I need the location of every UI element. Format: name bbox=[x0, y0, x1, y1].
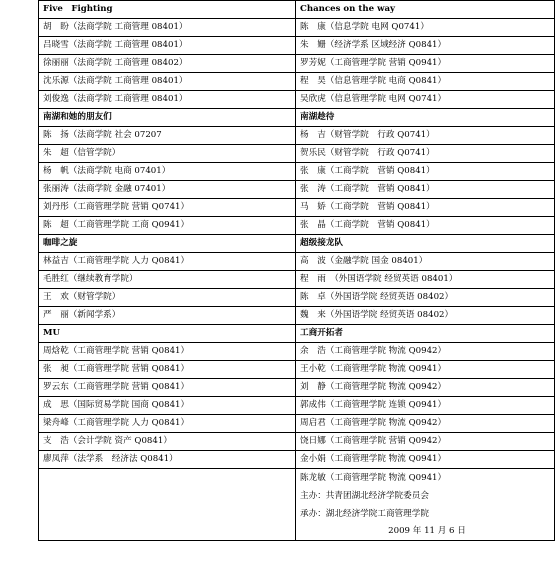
member-cell-right: 程 昊（信息管理学院 电商 Q0841） bbox=[296, 73, 555, 91]
member-cell-right: 高 波（金融学院 国金 08401） bbox=[296, 253, 555, 271]
team-name-right: Chances on the way bbox=[296, 1, 555, 19]
member-row bbox=[39, 73, 555, 91]
member-cell-left: 廖凤萍（法学系 经济法 Q0841） bbox=[39, 451, 296, 469]
member-row bbox=[39, 343, 555, 361]
roster-body bbox=[39, 1, 555, 541]
member-row bbox=[39, 163, 555, 181]
team-header-row bbox=[39, 109, 555, 127]
member-cell-right: 张 康（工商学院 营销 Q0841） bbox=[296, 163, 555, 181]
member-row bbox=[39, 37, 555, 55]
member-row bbox=[39, 217, 555, 235]
member-cell-right: 张 晶（工商学院 营销 Q0841） bbox=[296, 217, 555, 235]
team-header-row bbox=[39, 325, 555, 343]
member-cell-left: 罗云东（工商管理学院 营销 Q0841） bbox=[39, 379, 296, 397]
member-row bbox=[39, 307, 555, 325]
member-cell-right: 贺乐民（财管学院 行政 Q0741） bbox=[296, 145, 555, 163]
team-name-right: 超级接龙队 bbox=[296, 235, 555, 253]
member-row bbox=[39, 145, 555, 163]
member-cell-left: 胡 盼（法商学院 工商管理 08401） bbox=[39, 19, 296, 37]
member-cell-right: 王小乾（工商管理学院 物流 Q0941） bbox=[296, 361, 555, 379]
member-row bbox=[39, 199, 555, 217]
member-row bbox=[39, 361, 555, 379]
member-cell-right: 魏 来（外国语学院 经贸英语 08402） bbox=[296, 307, 555, 325]
member-cell-left: 梁舟峰（工商管理学院 人力 Q0841） bbox=[39, 415, 296, 433]
member-row bbox=[39, 181, 555, 199]
member-cell-left: 毛胜红（继续教育学院） bbox=[39, 271, 296, 289]
member-cell-right: 饶日娜（工商管理学院 营销 Q0942） bbox=[296, 433, 555, 451]
member-cell-left: 徐丽丽（法商学院 工商管理 08402） bbox=[39, 55, 296, 73]
member-cell-right: 陈 康（信息学院 电网 Q0741） bbox=[296, 19, 555, 37]
member-row bbox=[39, 397, 555, 415]
member-row bbox=[39, 91, 555, 109]
member-row bbox=[39, 271, 555, 289]
member-row bbox=[39, 379, 555, 397]
member-cell-left: 陈 扬（法商学院 社会 07207 bbox=[39, 127, 296, 145]
empty-cell bbox=[39, 469, 296, 541]
member-cell-right: 朱 姗（经济学系 区域经济 Q0841） bbox=[296, 37, 555, 55]
member-row bbox=[39, 415, 555, 433]
member-cell-right: 余 浩（工商管理学院 物流 Q0942） bbox=[296, 343, 555, 361]
member-cell-left: 陈 超（工商管理学院 工商 Q0941） bbox=[39, 217, 296, 235]
team-roster-table bbox=[38, 0, 555, 541]
member-cell-left: 林益吉（工商管理学院 人力 Q0841） bbox=[39, 253, 296, 271]
sponsor-line: 主办：共青团湖北经济学院委员会 bbox=[300, 491, 429, 501]
member-cell-left: 杨 帆（法商学院 电商 07401） bbox=[39, 163, 296, 181]
member-cell-left: 张丽涛（法商学院 金融 07401） bbox=[39, 181, 296, 199]
member-cell-right: 刘 静（工商管理学院 物流 Q0942） bbox=[296, 379, 555, 397]
member-cell-left: 刘俊逸（法商学院 工商管理 08401） bbox=[39, 91, 296, 109]
team-name-left: 南湖和她的朋友们 bbox=[39, 109, 296, 127]
member-row bbox=[39, 253, 555, 271]
signature-cell bbox=[296, 469, 555, 541]
member-cell-right: 张 涛（工商学院 营销 Q0841） bbox=[296, 181, 555, 199]
member-cell-right: 程 雨 （外国语学院 经贸英语 08401） bbox=[296, 271, 555, 289]
member-cell-right: 周启君（工商管理学院 物流 Q0942） bbox=[296, 415, 555, 433]
member-cell-right: 陈 卓（外国语学院 经贸英语 08402） bbox=[296, 289, 555, 307]
member-row bbox=[39, 289, 555, 307]
team-header-row bbox=[39, 235, 555, 253]
member-row bbox=[39, 451, 555, 469]
member-cell-left: 刘丹彤（工商管理学院 营销 Q0741） bbox=[39, 199, 296, 217]
organizer-line: 承办：湖北经济学院工商管理学院 bbox=[300, 509, 429, 519]
member-row bbox=[39, 433, 555, 451]
team-name-left: MU bbox=[39, 325, 296, 343]
team-header-row bbox=[39, 1, 555, 19]
team-name-left: Five Fighting bbox=[39, 1, 296, 19]
member-cell-left: 成 思（国际贸易学院 国商 Q0841） bbox=[39, 397, 296, 415]
date-line: 2009 年 11 月 6 日 bbox=[388, 526, 466, 536]
member-cell-right: 金小娟（工商管理学院 物流 Q0941） bbox=[296, 451, 555, 469]
member-cell-left: 支 浩（会计学院 资产 Q0841） bbox=[39, 433, 296, 451]
member-cell-left: 吕晓雪（法商学院 工商管理 08401） bbox=[39, 37, 296, 55]
member-row bbox=[39, 55, 555, 73]
member-row bbox=[39, 19, 555, 37]
team-name-right: 南湖趁待 bbox=[296, 109, 555, 127]
member-row bbox=[39, 127, 555, 145]
member-cell-left: 张 昶（工商管理学院 营销 Q0841） bbox=[39, 361, 296, 379]
member-cell-right: 罗芳妮（工商管理学院 营销 Q0941） bbox=[296, 55, 555, 73]
last-member: 陈龙敏（工商管理学院 物流 Q0941） bbox=[300, 473, 447, 483]
team-name-right: 工商开拓者 bbox=[296, 325, 555, 343]
member-cell-right: 吴欣虎（信息管理学院 电网 Q0741） bbox=[296, 91, 555, 109]
member-cell-left: 严 丽（新闻学系） bbox=[39, 307, 296, 325]
member-cell-left: 王 欢（财管学院） bbox=[39, 289, 296, 307]
footer-row bbox=[39, 469, 555, 541]
member-cell-right: 郭成伟（工商管理学院 连锁 Q0941） bbox=[296, 397, 555, 415]
member-cell-left: 朱 超（信管学院） bbox=[39, 145, 296, 163]
member-cell-left: 沈乐源（法商学院 工商管理 08401） bbox=[39, 73, 296, 91]
team-name-left: 咖啡之旋 bbox=[39, 235, 296, 253]
member-cell-right: 杨 吉（财管学院 行政 Q0741） bbox=[296, 127, 555, 145]
member-cell-left: 周焓乾（工商管理学院 营销 Q0841） bbox=[39, 343, 296, 361]
member-cell-right: 马 娇（工商学院 营销 Q0841） bbox=[296, 199, 555, 217]
